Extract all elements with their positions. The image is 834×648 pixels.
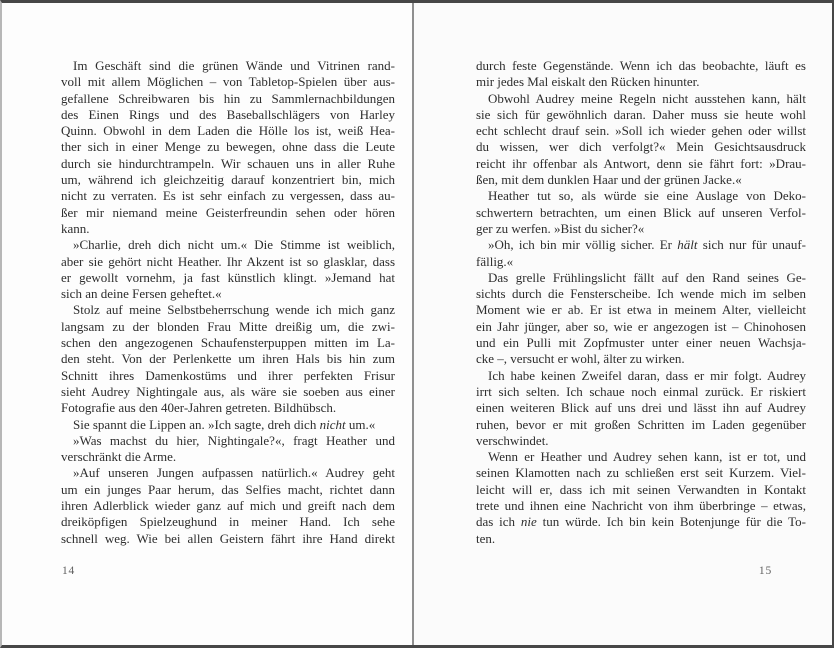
text-line: das ich nie tun würde. Ich bin kein Botenjunge für die To- bbox=[476, 514, 806, 530]
text-line: »Oh, ich bin mir völlig sicher. Er hält sich nur für unauf- bbox=[488, 237, 806, 253]
text-line: ein Jahr jünger, aber so, wie er angezogen ist – Chinohosen bbox=[476, 318, 806, 334]
book-gutter-line bbox=[412, 0, 414, 648]
text-line: einen weiteren Blick auf uns drei und lässt ihn auf Audrey bbox=[476, 400, 806, 416]
text-line: trete und ihnen eine Nachricht von ihm überbringe – etwas, bbox=[476, 498, 806, 514]
text-line: Im Geschäft sind die grünen Wände und Vitrinen rand- bbox=[73, 58, 395, 73]
text-line: ihren Adlerblick wieder ganz auf mich und greift nach dem bbox=[61, 498, 395, 514]
text-line: voll mit allem Möglichen – von Tabletop-Spielen über aus- bbox=[61, 74, 395, 90]
text-line: leicht will er, dass ich mit seinen Verwandten in Kontakt bbox=[476, 481, 806, 497]
text-line: gefallene Schreibwaren bis hin zu Sammlernachbildungen bbox=[61, 90, 395, 106]
text-line: und ein Pulli mit Zopfmuster unter einer neuen Wachsja- bbox=[476, 335, 806, 351]
text-line: schwertern betrachten, um einen Blick auf unseren Verfol- bbox=[476, 204, 806, 220]
text-line: seinen Klamotten nach zu schließen erst seit Kurzem. Viel- bbox=[476, 465, 806, 481]
text-line: Wenn er Heather und Audrey sehen kann, ist er tot, und bbox=[488, 449, 806, 465]
text-line: schnell weg. Wie bei allen Geistern fährt ihre Hand direkt bbox=[61, 530, 395, 546]
text-line: ruhen, bevor er mit großen Schritten im Laden gegenüber bbox=[476, 416, 806, 432]
text-line: ther sich in einer Menge zu bewegen, ohne dass die Leute bbox=[61, 139, 395, 155]
text-line: dreiköpfigen Spielzeughund in meiner Hand. Ich sehe bbox=[61, 514, 395, 530]
page-left-text bbox=[61, 58, 395, 547]
page-number-right: 15 bbox=[758, 565, 772, 577]
text-line: fällig.« bbox=[476, 253, 514, 269]
text-line: mir jedes Mal eiskalt den Rücken hinunter. bbox=[476, 74, 700, 90]
text-line: ßer mir niemand meine Geisterfreundin sehen oder hören bbox=[61, 204, 395, 220]
text-line: ßen, mit dem dunklen Haar und der grünen Jacke.« bbox=[476, 172, 742, 188]
text-line: »Charlie, dreh dich nicht um.« Die Stimme ist weiblich, bbox=[73, 237, 395, 253]
text-line: sichts durch die Fensterscheibe. Ich wende mich im selben bbox=[476, 286, 806, 302]
text-line: den steht. Von der Perlenkette um ihren Hals bis hin zum bbox=[61, 351, 395, 367]
text-line: ten. bbox=[476, 530, 496, 546]
text-line: er gewollt vornehm, ja fast künstlich klingt. »Jemand hat bbox=[61, 269, 395, 285]
text-line: verschwindet. bbox=[476, 432, 549, 448]
text-line: »Auf unseren Jungen aufpassen natürlich.« Audrey geht bbox=[73, 465, 395, 481]
text-line: des Einen Rings und des Baseballschlägers von Harley bbox=[61, 106, 395, 122]
text-line: du wissen, wer dich verfolgt?« Mein Gesichtsausdruck bbox=[476, 139, 806, 155]
text-line: aber sie gehört nicht Heather. Ihr Akzent ist so glasklar, dass bbox=[61, 253, 395, 269]
text-line: echt schlecht drauf sein. »Soll ich wieder gehen oder willst bbox=[476, 123, 806, 139]
text-line: nicht zu verraten. Es ist sehr einfach zu vergessen, dass au- bbox=[61, 188, 395, 204]
text-line: sieht Audrey Nightingale aus, als wäre sie soeben aus einer bbox=[61, 383, 395, 399]
text-line: irrt sich selten. Ich schaue noch einmal zurück. Er riskiert bbox=[476, 383, 806, 399]
text-line: Moment wie er ab. Er ist etwa in meinem Alter, vielleicht bbox=[476, 302, 806, 318]
text-line: langsam zu der blonden Frau Mitte dreißig um, die zwi- bbox=[61, 318, 395, 334]
text-line: Sie spannt die Lippen an. »Ich sagte, dreh dich nicht um.« bbox=[73, 416, 376, 432]
text-line: Fotografie aus den 40er-Jahren getreten. Bildhübsch. bbox=[61, 400, 337, 416]
page-right-text bbox=[476, 58, 806, 547]
text-line: reicht ihr offenbar als Antwort, denn sie fährt fort: »Drau- bbox=[476, 155, 806, 171]
text-line: »Was machst du hier, Nightingale?«, fragt Heather und bbox=[73, 432, 395, 448]
text-line: durch sie hindurchtrampeln. Wir schauen uns in aller Ruhe bbox=[61, 155, 395, 171]
text-line: sie sich für gewöhnlich daran. Daher muss sie heute wohl bbox=[476, 106, 806, 122]
text-line: schen den angezogenen Schaufensterpuppen mitten im La- bbox=[61, 335, 395, 351]
text-line: um ein junges Paar herum, das Selfies macht, richtet dann bbox=[61, 481, 395, 497]
page-number-left: 14 bbox=[62, 565, 76, 577]
text-line: durch feste Gegenstände. Wenn ich das beobachte, läuft es bbox=[476, 58, 806, 73]
text-line: Ich habe keinen Zweifel daran, dass er mir folgt. Audrey bbox=[488, 367, 806, 383]
text-line: kann. bbox=[61, 220, 90, 236]
text-line: Schnitt ihres Damenkostüms und ihrer perfekten Frisur bbox=[61, 367, 395, 383]
text-line: Heather tut so, als würde sie eine Auslage von Deko- bbox=[488, 188, 806, 204]
text-line: ger zu werfen. »Bist du sicher?« bbox=[476, 220, 645, 236]
text-line: sich an deine Fersen geheftet.« bbox=[61, 286, 222, 302]
text-line: Das grelle Frühlingslicht fällt auf den Rand seines Ge- bbox=[488, 269, 806, 285]
text-line: Obwohl Audrey meine Regeln nicht ausstehen kann, hält bbox=[488, 90, 806, 106]
text-line: Stolz auf meine Selbstbeherrschung wende ich mich ganz bbox=[73, 302, 395, 318]
text-line: verschränkt die Arme. bbox=[61, 449, 177, 465]
text-line: Quinn. Obwohl in dem Laden die Hölle los ist, weiß Hea- bbox=[61, 123, 395, 139]
text-line: cke –, versucht er wohl, älter zu wirken. bbox=[476, 351, 685, 367]
text-line: um, während ich gleichzeitig darauf konzentriert bin, mich bbox=[61, 172, 395, 188]
